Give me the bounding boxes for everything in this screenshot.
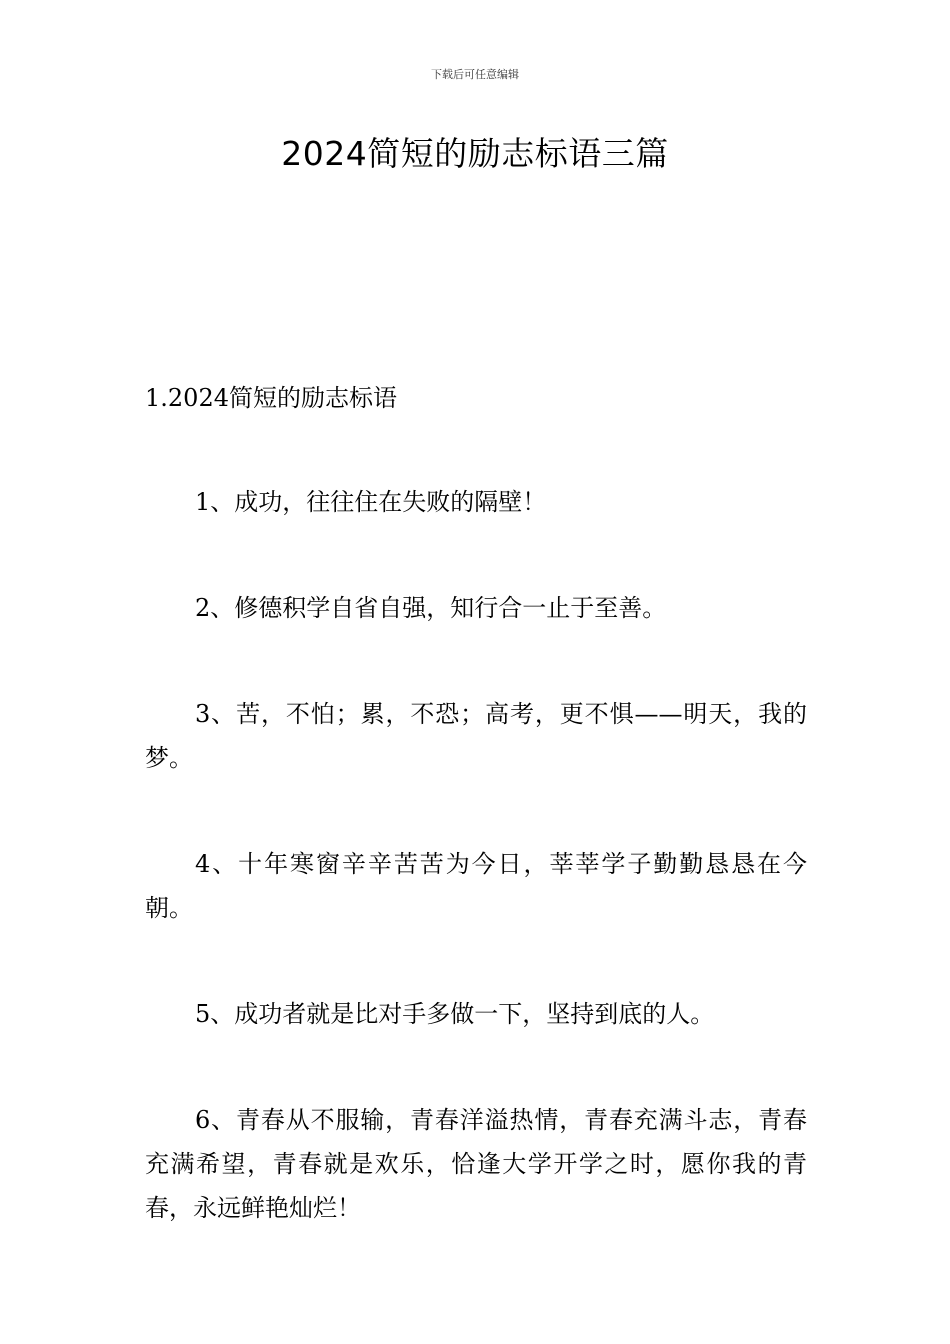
section-heading: 1.2024简短的励志标语: [145, 384, 397, 412]
document-body: [145, 376, 807, 1230]
slogan-item-6: 6、青春从不服输，青春洋溢热情，青春充满斗志，青春充满希望，青春就是欢乐，恰逢大学开学之时，愿你我的青春，永远鲜艳灿烂！: [145, 1106, 807, 1222]
slogan-item-1: 1、成功，往往住在失败的隔壁！: [195, 488, 547, 516]
slogan-item-2: 2、修德积学自省自强，知行合一止于至善。: [195, 594, 667, 622]
slogan-item-3: 3、苦，不怕；累，不恐；高考，更不惧——明天，我的梦。: [145, 700, 807, 772]
slogan-item-4: 4、十年寒窗辛辛苦苦为今日，莘莘学子勤勤恳恳在今朝。: [145, 850, 807, 922]
slogan-item-5: 5、成功者就是比对手多做一下，坚持到底的人。: [195, 1000, 715, 1028]
document-title: 2024简短的励志标语三篇: [281, 134, 669, 173]
header-note: 下载后可任意编辑: [431, 68, 519, 81]
